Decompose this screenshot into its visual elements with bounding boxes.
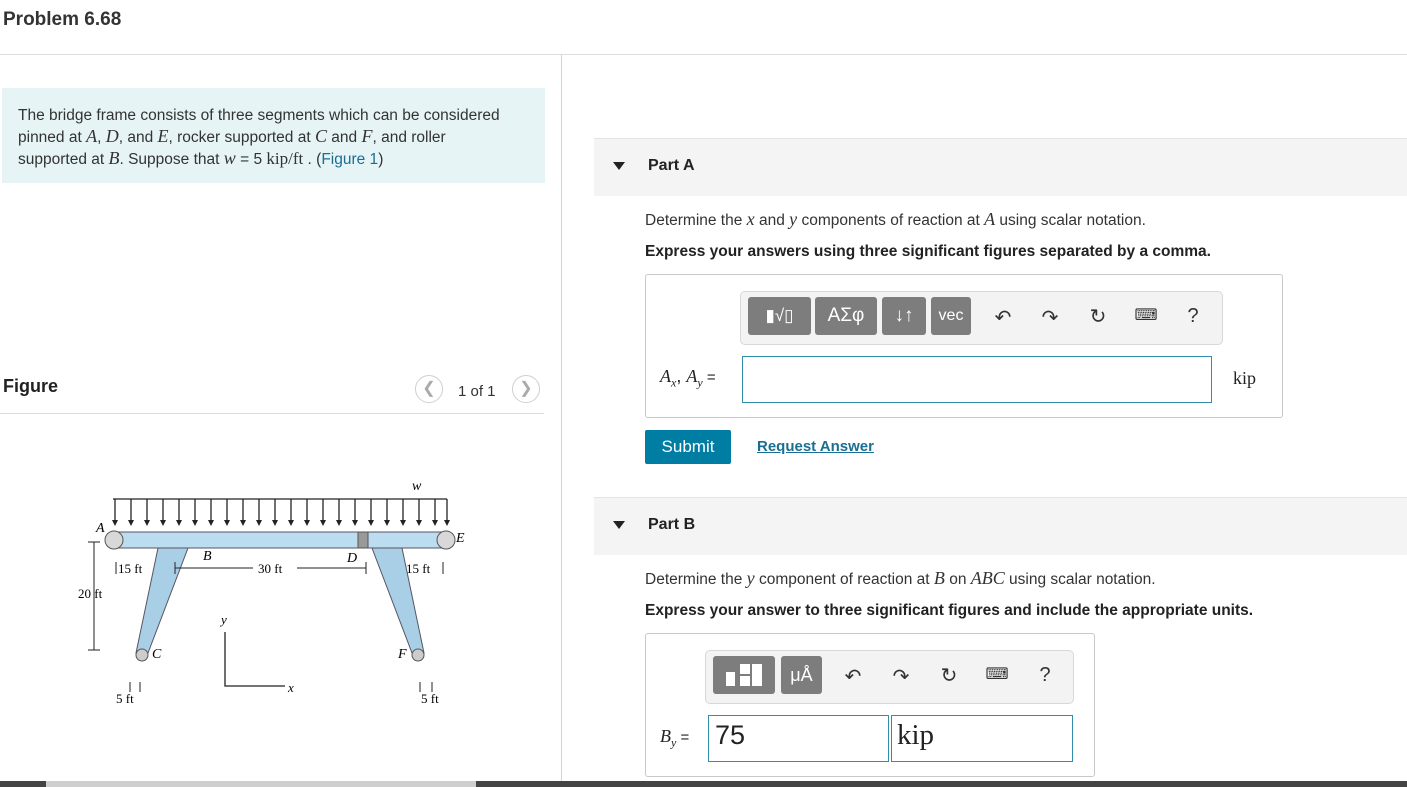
- label-b: B: [203, 549, 212, 564]
- axis-y-label: y: [221, 612, 227, 627]
- left-leg: [136, 548, 188, 653]
- undo-icon[interactable]: ↶: [844, 666, 862, 688]
- vector-button[interactable]: vec: [931, 297, 971, 335]
- redo-icon[interactable]: ↷: [892, 666, 910, 688]
- bridge-deck: [112, 532, 450, 548]
- axis-x-label: x: [288, 680, 294, 695]
- greek-symbols-button[interactable]: ΑΣφ: [815, 297, 877, 335]
- label-w: w: [412, 479, 422, 494]
- part-a-header[interactable]: [594, 138, 1407, 196]
- figure-label: Figure: [3, 376, 59, 396]
- figure-link[interactable]: Figure 1: [321, 151, 379, 168]
- part-b-answer-label: $B_y$ =: [660, 726, 690, 750]
- fraction-template-icon: [724, 662, 764, 688]
- dim-5ft-right: 5 ft: [421, 691, 439, 706]
- request-answer-link[interactable]: Request Answer: [757, 438, 874, 455]
- reset-icon[interactable]: ↻: [1089, 306, 1107, 328]
- bridge-frame-figure: [70, 470, 490, 715]
- figure-pager: 1 of 1: [458, 383, 496, 400]
- dim-15ft-left: 15 ft: [118, 561, 143, 576]
- help-button[interactable]: ?: [1039, 664, 1051, 686]
- problem-statement: The bridge frame consists of three segments which can be considered pinned at A, D, and E, rocker supported at C and F, and roller supported at B. Suppose that w = 5 kip/ft . (Figure 1): [18, 107, 500, 168]
- keyboard-icon[interactable]: ⌨: [985, 666, 1009, 683]
- help-button[interactable]: ?: [1187, 305, 1199, 327]
- distributed-load-arrows: [113, 499, 447, 522]
- coordinate-axes: [225, 632, 285, 686]
- part-b-header[interactable]: [594, 497, 1407, 555]
- horizontal-scrollbar-thumb[interactable]: [46, 781, 476, 787]
- next-figure-button[interactable]: [512, 375, 540, 403]
- caret-down-icon[interactable]: [613, 521, 625, 529]
- chevron-left-icon: ❮: [422, 380, 436, 397]
- label-d: D: [347, 551, 358, 566]
- part-a-title: Part A: [648, 157, 695, 174]
- caret-down-icon[interactable]: [613, 162, 625, 170]
- part-b-value-input[interactable]: 75: [708, 715, 889, 762]
- dim-20ft: 20 ft: [78, 586, 103, 601]
- label-f: F: [398, 647, 407, 662]
- keyboard-icon[interactable]: ⌨: [1134, 307, 1158, 324]
- part-b-title: Part B: [648, 516, 696, 533]
- part-a-answer-label: $A_x$, $A_y$ =: [660, 366, 716, 390]
- templates-button[interactable]: [713, 656, 775, 694]
- label-a: A: [96, 521, 105, 536]
- part-a-instruction: Express your answers using three significant figures separated by a comma.: [645, 243, 1211, 260]
- part-a-answer-input[interactable]: [742, 356, 1212, 403]
- dim-5ft-left: 5 ft: [116, 691, 134, 706]
- reset-icon[interactable]: ↻: [940, 665, 958, 687]
- templates-button[interactable]: ▮√▯: [748, 297, 811, 335]
- subscript-superscript-button[interactable]: ↓↑: [882, 297, 926, 335]
- submit-button[interactable]: Submit: [645, 430, 731, 464]
- chevron-right-icon: ❯: [519, 380, 533, 397]
- part-a-unit: kip: [1233, 368, 1257, 388]
- previous-figure-button[interactable]: [415, 375, 443, 403]
- page-title: Problem 6.68: [3, 9, 122, 30]
- undo-icon[interactable]: ↶: [994, 307, 1012, 329]
- part-b-unit-input[interactable]: kip: [891, 715, 1073, 762]
- part-b-question: Determine the y component of reaction at B on ABC using scalar notation.: [645, 568, 1156, 588]
- units-button[interactable]: μÅ: [781, 656, 822, 694]
- label-c: C: [152, 647, 162, 662]
- part-b-instruction: Express your answer to three significant figures and include the appropriate units.: [645, 602, 1254, 619]
- column-divider: [561, 55, 562, 787]
- redo-icon[interactable]: ↷: [1041, 307, 1059, 329]
- label-e: E: [456, 531, 465, 546]
- dim-15ft-right: 15 ft: [406, 561, 431, 576]
- header-divider: [0, 54, 1407, 55]
- figure-divider: [0, 413, 544, 414]
- part-a-question: Determine the x and y components of reaction at A using scalar notation.: [645, 209, 1146, 229]
- dim-30ft: 30 ft: [258, 561, 283, 576]
